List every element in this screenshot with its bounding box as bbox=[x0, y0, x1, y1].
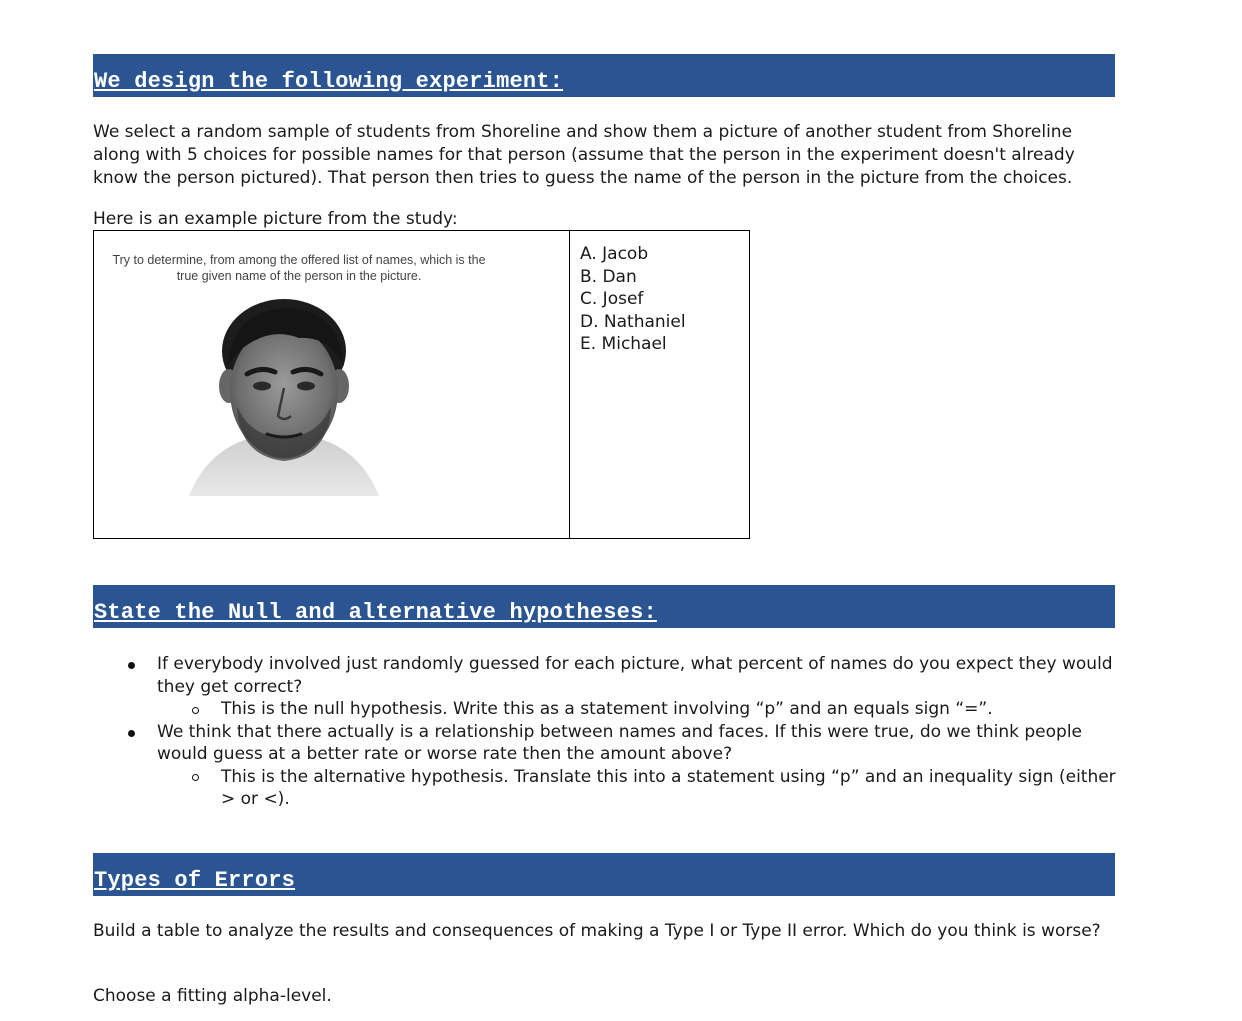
choice-e: E. Michael bbox=[580, 334, 667, 354]
choice-d: D. Nathaniel bbox=[580, 311, 686, 332]
choice-b: B. Dan bbox=[580, 266, 637, 287]
example-picture-cell bbox=[94, 231, 570, 538]
alpha-instructions: Choose a fitting alpha-level. bbox=[93, 986, 332, 1006]
example-label: Here is an example picture from the study: bbox=[93, 209, 458, 229]
example-table bbox=[93, 230, 750, 539]
list-item: This is the null hypothesis. Write this as a statement involving “p” and an equals sign “=”. bbox=[93, 698, 1123, 721]
choice-a: A. Jacob bbox=[580, 244, 649, 264]
errors-instructions: Build a table to analyze the results and consequences of making a Type I or Type II error. Which do you think is worse? bbox=[93, 921, 1101, 941]
section-heading: Types of Errors bbox=[94, 868, 296, 893]
name-choices bbox=[580, 243, 686, 356]
hypotheses-list bbox=[93, 653, 1123, 811]
list-item: This is the alternative hypothesis. Translate this into a statement using “p” and an inequality sign (either > or <). bbox=[93, 766, 1123, 811]
section-header-experiment bbox=[93, 54, 1115, 97]
experiment-description: We select a random sample of students from Shoreline and show them a picture of another student from Shoreline along with 5 choices for possible names for that person (assume that the person in the experiment doesn't already know the person pictured). That person then tries to guess the name of the person in the picture from the choices. bbox=[93, 122, 1075, 188]
section-header-hypotheses bbox=[93, 585, 1115, 628]
choice-c: C. Josef bbox=[580, 289, 644, 309]
list-item: If everybody involved just randomly guessed for each picture, what percent of names do you expect they would they get correct? bbox=[93, 653, 1123, 698]
list-item: We think that there actually is a relationship between names and faces. If this were true, do we think people would guess at a better rate or worse rate then the amount above? bbox=[93, 721, 1123, 766]
study-instruction: Try to determine, from among the offered list of names, which is the true given name of the person in the picture. bbox=[112, 253, 486, 283]
section-header-errors bbox=[93, 853, 1115, 896]
section-heading: State the Null and alternative hypotheses: bbox=[94, 600, 657, 625]
face-photo bbox=[179, 296, 389, 496]
section-heading: We design the following experiment: bbox=[94, 69, 564, 94]
